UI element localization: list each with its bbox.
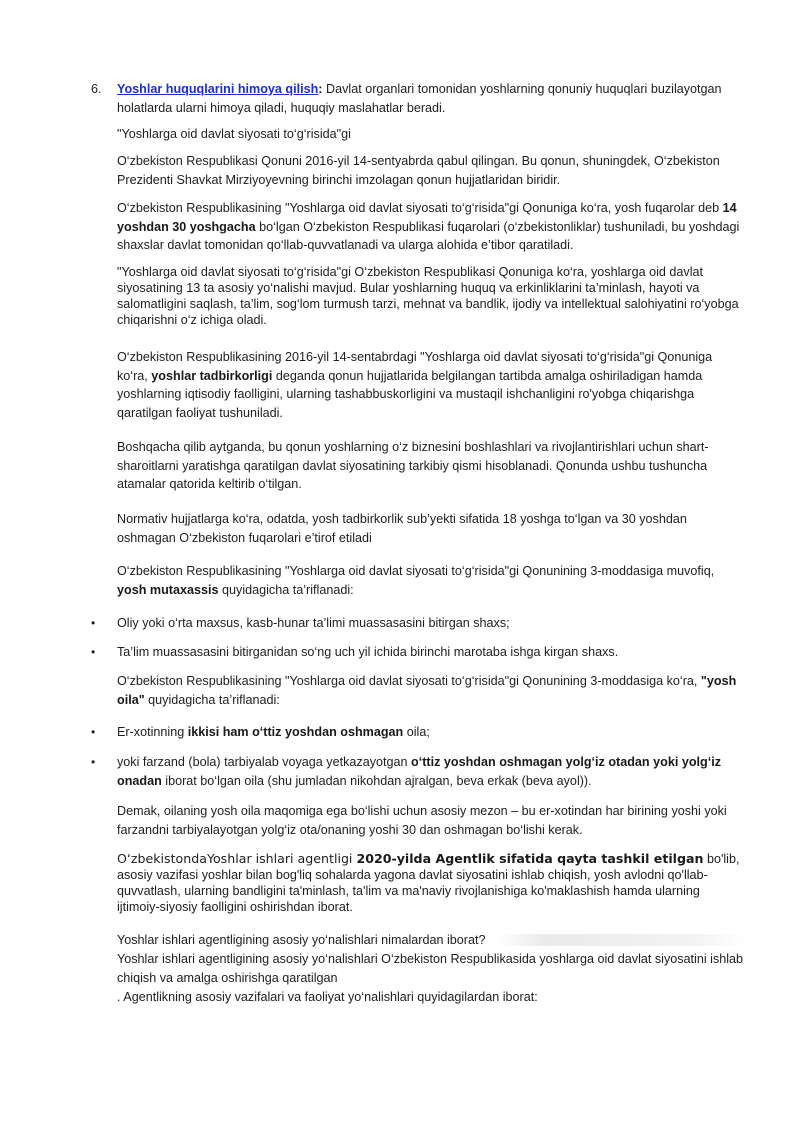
bullet-family-couple: Er-xotinning ikkisi ham o‘ttiz yoshdan oshmagan oila; <box>117 725 430 739</box>
paragraph-youth-entrepreneurship: O‘zbekiston Respublikasining 2016-yil 14-sentabrdagi "Yoshlarga oid davlat siyosati to‘g‘risida"gi Qonuniga ko‘ra, yoshlar tadbirkorligi deganda qonun hujjatlarida belgilangan tartibda amalga oshiriladigan hamda yoshlarning iqtisodiy faolligini, ularning tashabbuskorligini va mustaqil ishchanligini ro'yobga chiqarishga qaratilgan faoliyat tushuniladi. <box>117 350 713 420</box>
paragraph-entrepreneur-age: Normativ hujjatlarga ko‘ra, odatda, yosh tadbirkorlik sub’yekti sifatida 18 yoshga to‘lgan va 30 yoshdan oshmagan O‘zbekiston fuqarolari e’tirof etiladi <box>117 512 687 545</box>
young-specialist-bold: yosh mutaxassis <box>117 582 219 597</box>
paragraph-policy-directions: "Yoshlarga oid davlat siyosati to‘g‘risida"gi O‘zbekiston Respublikasi Qonuniga ko‘ra, yoshlarga oid davlat siyosatining 13 ta asosiy yo‘nalishi mavjud. Bular yoshlarning huquq va erkinliklarini ta’minlash, hayoti va salomatligini saqlash, ta’lim, sog‘lom turmush tarzi, mehnat va bandlik, ijodiy va intellektual salohiyatini ro‘yobga chiqarishni o‘z ichiga oladi. <box>117 265 739 327</box>
paragraph-young-specialist: O‘zbekiston Respublikasining "Yoshlarga oid davlat siyosati to‘g‘risida"gi Qonunining 3-moddasiga muvofiq, yosh mutaxassis quyidagicha ta’riflanadi: <box>117 564 715 597</box>
item-6-colon: : <box>318 82 323 96</box>
agency-reorganized-bold: 2020-yilda Agentlik sifatida qayta tashkil etilgan <box>356 851 704 866</box>
agency-directions-answer: Yoshlar ishlari agentligining asosiy yo‘nalishlari O‘zbekiston Respublikasida yoshlarga oid davlat siyosatini ishlab chiqish va amalga oshirishga qaratilgan <box>117 952 744 985</box>
youth-entrepreneurship-bold: yoshlar tadbirkorligi <box>151 368 273 383</box>
law-heading: "Yoshlarga oid davlat siyosati to‘g‘risida"gi <box>117 127 351 141</box>
rights-protection-link[interactable]: Yoshlar huquqlarini himoya qilish <box>117 82 319 96</box>
paragraph-young-family: O‘zbekiston Respublikasining "Yoshlarga oid davlat siyosati to‘g‘risida"gi Qonunining 3-moddasiga ko‘ra, "yosh oila" quyidagicha ta’riflanadi: <box>117 674 737 707</box>
item-6-text-line1: Davlat organlari tomonidan yoshlarning qonuniy huquqlari buzilayotgan <box>322 82 722 96</box>
bullet-specialist-first-job: Ta’lim muassasasini bitirganidan so‘ng uch yil ichida birinchi marotaba ishga kirgan shaxs. <box>117 645 619 659</box>
bullet-marker: • <box>91 645 96 659</box>
paragraph-young-citizens: O‘zbekiston Respublikasining "Yoshlarga oid davlat siyosati to‘g‘risida"gi Qonuniga ko‘ra, yosh fuqarolar deb 14 yoshdan 30 yoshgacha bo‘lgan O‘zbekiston Respublikasi fuqarolari (o‘zbekistonliklar) tushuniladi, bu yoshdagi shaxslar davlat tomonidan qo‘llab-quvvatlanadi va ularga alohida e’tibor qaratiladi. <box>117 201 740 252</box>
age-range-bold: 14 yoshdan 30 yoshgacha <box>117 201 737 234</box>
bullet-marker: • <box>91 755 96 769</box>
paragraph-conditions: Boshqacha qilib aytganda, bu qonun yoshlarning o‘z biznesini boshlashlari va rivojlantirishlari uchun shart-sharoitlarni yaratishga qaratilgan davlat siyosatining tarkibiy qismi hisoblanadi. Qonunda ushbu tushuncha atamalar qatorida keltirib o‘tilgan. <box>117 440 709 491</box>
bullet-marker: • <box>91 725 96 739</box>
paragraph-young-family-criterion: Demak, oilaning yosh oila maqomiga ega bo‘lishi uchun asosiy mezon – bu er-xotindan har birining yoshi yoki farzandni tarbiyalayotgan yolg‘iz ota/onaning yoshi 30 dan oshmagan bo‘lishi kerak. <box>117 804 727 837</box>
item-6-text-line2: holatlarda ularni himoya qiladi, huquqiy maslahatlar beradi. <box>117 100 446 115</box>
list-number: 6. <box>91 82 102 96</box>
agency-question: Yoshlar ishlari agentligining asosiy yo‘nalishlari nimalardan iborat? <box>117 933 486 947</box>
bullet-family-single-parent: yoki farzand (bola) tarbiyalab voyaga yetkazayotgan o‘ttiz yoshdan oshmagan yolg‘iz otadan yoki yolg‘iz onadan iborat bo‘lgan oila (shu jumladan nikohdan ajralgan, beva erkak (beva ayol)). <box>117 755 722 788</box>
item-6-paragraph <box>117 80 745 117</box>
agency-tasks-intro: . Agentlikning asosiy vazifalari va faoliyat yo‘nalishlari quyidagilardan iborat: <box>117 990 538 1004</box>
bullet-specialist-graduate: Oliy yoki o‘rta maxsus, kasb-hunar ta’limi muassasasini bitirgan shaxs; <box>117 616 510 630</box>
paragraph-youth-agency: O‘zbekistondaYoshlar ishlari agentligi 2020-yilda Agentlik sifatida qayta tashkil etilgan bo'lib, asosiy vazifasi yoshlar bilan bog'liq sohalarda yagona davlat siyosatini ishlab chiqish, yosh avlodni qo'llab-quvvatlash, ularning bandligini ta'minlash, ta'lim va ma'naviy rivojlanishiga ko'maklashish hamda ularning ijtimoiy-siyosiy faolligini oshirishdan iborat. <box>117 851 740 914</box>
young-family-bold: "yosh oila" <box>117 674 737 707</box>
paragraph-law-adoption: O‘zbekiston Respublikasi Qonuni 2016-yil 14-sentyabrda qabul qilingan. Bu qonun, shuningdek, O‘zbekiston Prezidenti Shavkat Mirziyoyevning birinchi imzolagan qonun hujjatlaridan biridir. <box>117 154 720 187</box>
bullet-marker: • <box>91 616 96 630</box>
